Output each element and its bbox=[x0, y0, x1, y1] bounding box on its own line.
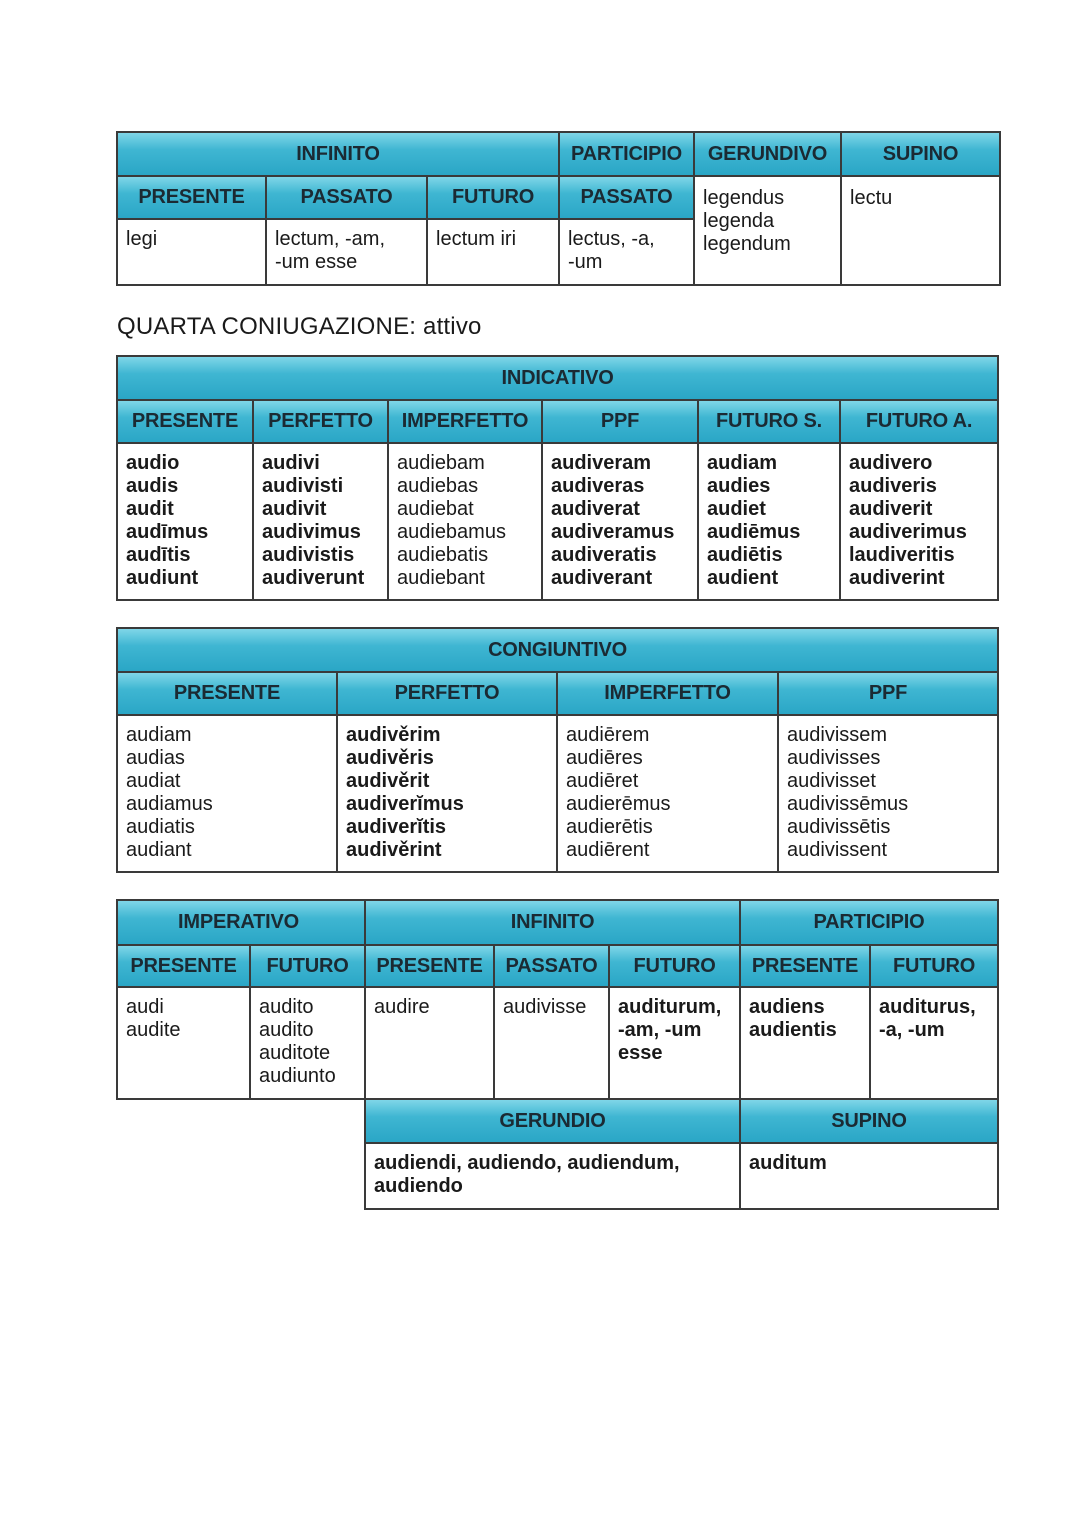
gerundio-title: GERUNDIO bbox=[365, 1099, 740, 1143]
supino-title: SUPINO bbox=[740, 1099, 998, 1143]
ind-presente-forms: audio audis audit audīmus audītis audiunt bbox=[117, 443, 253, 600]
inf-passato-form: lectum, -am, -um esse bbox=[266, 219, 427, 285]
inf-presente-forms: audire bbox=[365, 987, 494, 1099]
ind-col-header: IMPERFETTO bbox=[388, 400, 542, 443]
inf-futuro-forms: auditurum, -am, -um esse bbox=[609, 987, 740, 1099]
ind-col-header: PPF bbox=[542, 400, 698, 443]
participio-title: PARTICIPIO bbox=[740, 900, 998, 945]
supino-form: lectu bbox=[841, 176, 1000, 285]
ind-perfetto-forms: audivi audivisti audivit audivimus audivistis audiverunt bbox=[253, 443, 388, 600]
ind-ppf-forms: audiveram audiveras audiverat audiveramus audiveratis audiverant bbox=[542, 443, 698, 600]
part-presente-header: PRESENTE bbox=[740, 945, 870, 987]
participio-header: PARTICIPIO bbox=[559, 132, 694, 176]
part-futuro-forms: auditurus, -a, -um bbox=[870, 987, 998, 1099]
infinito-header: INFINITO bbox=[117, 132, 559, 176]
imp-presente-forms: audi audite bbox=[117, 987, 250, 1099]
blank-area bbox=[117, 1143, 365, 1209]
congiuntivo-title: CONGIUNTIVO bbox=[117, 628, 998, 672]
part-passato-subheader: PASSATO bbox=[559, 176, 694, 219]
inf-passato-subheader: PASSATO bbox=[266, 176, 427, 219]
cong-col-header: PRESENTE bbox=[117, 672, 337, 715]
imp-futuro-forms: audito audito auditote audiunto bbox=[250, 987, 365, 1099]
blank-area bbox=[117, 1099, 365, 1143]
cong-perfetto-forms: audivěrim audivěris audivěrit audiverĭmus audiverĭtis audivěrint bbox=[337, 715, 557, 872]
section-title: QUARTA CONIUGAZIONE: attivo bbox=[117, 313, 482, 340]
ind-imperfetto-forms: audiebam audiebas audiebat audiebamus audiebatis audiebant bbox=[388, 443, 542, 600]
ind-col-header: FUTURO S. bbox=[698, 400, 840, 443]
cong-ppf-forms: audivissem audivisses audivisset audivissēmus audivissētis audivissent bbox=[778, 715, 998, 872]
inf-presente-form: legi bbox=[117, 219, 266, 285]
cong-col-header: PPF bbox=[778, 672, 998, 715]
part-presente-forms: audiens audientis bbox=[740, 987, 870, 1099]
inf-futuro-form: lectum iri bbox=[427, 219, 559, 285]
indicativo-table bbox=[116, 355, 999, 601]
supino-form: auditum bbox=[740, 1143, 998, 1209]
indicativo-title: INDICATIVO bbox=[117, 356, 998, 400]
inf-passato-header: PASSATO bbox=[494, 945, 609, 987]
cong-presente-forms: audiam audias audiat audiamus audiatis audiant bbox=[117, 715, 337, 872]
infinito-title: INFINITO bbox=[365, 900, 740, 945]
part-passato-form: lectus, -a, -um bbox=[559, 219, 694, 285]
imperativo-title: IMPERATIVO bbox=[117, 900, 365, 945]
gerundivo-forms: legendus legenda legendum bbox=[694, 176, 841, 285]
congiuntivo-table bbox=[116, 627, 999, 873]
inf-presente-subheader: PRESENTE bbox=[117, 176, 266, 219]
imp-presente-header: PRESENTE bbox=[117, 945, 250, 987]
imperativo-infinito-participio-table bbox=[116, 899, 999, 1210]
imp-futuro-header: FUTURO bbox=[250, 945, 365, 987]
supino-header: SUPINO bbox=[841, 132, 1000, 176]
inf-futuro-header: FUTURO bbox=[609, 945, 740, 987]
ind-col-header: FUTURO A. bbox=[840, 400, 998, 443]
cong-col-header: IMPERFETTO bbox=[557, 672, 778, 715]
ind-futuro-s-forms: audiam audies audiet audiēmus audiētis audient bbox=[698, 443, 840, 600]
cong-imperfetto-forms: audiērem audiēres audiēret audierēmus audierētis audiērent bbox=[557, 715, 778, 872]
gerundivo-header: GERUNDIVO bbox=[694, 132, 841, 176]
top-forms-table bbox=[116, 131, 1001, 286]
gerundio-forms: audiendi, audiendo, audiendum, audiendo bbox=[365, 1143, 740, 1209]
inf-passato-forms: audivisse bbox=[494, 987, 609, 1099]
cong-col-header: PERFETTO bbox=[337, 672, 557, 715]
inf-futuro-subheader: FUTURO bbox=[427, 176, 559, 219]
ind-futuro-a-forms: audivero audiveris audiverit audiverimus laudiveritis audiverint bbox=[840, 443, 998, 600]
ind-col-header: PERFETTO bbox=[253, 400, 388, 443]
part-futuro-header: FUTURO bbox=[870, 945, 998, 987]
ind-col-header: PRESENTE bbox=[117, 400, 253, 443]
inf-presente-header: PRESENTE bbox=[365, 945, 494, 987]
